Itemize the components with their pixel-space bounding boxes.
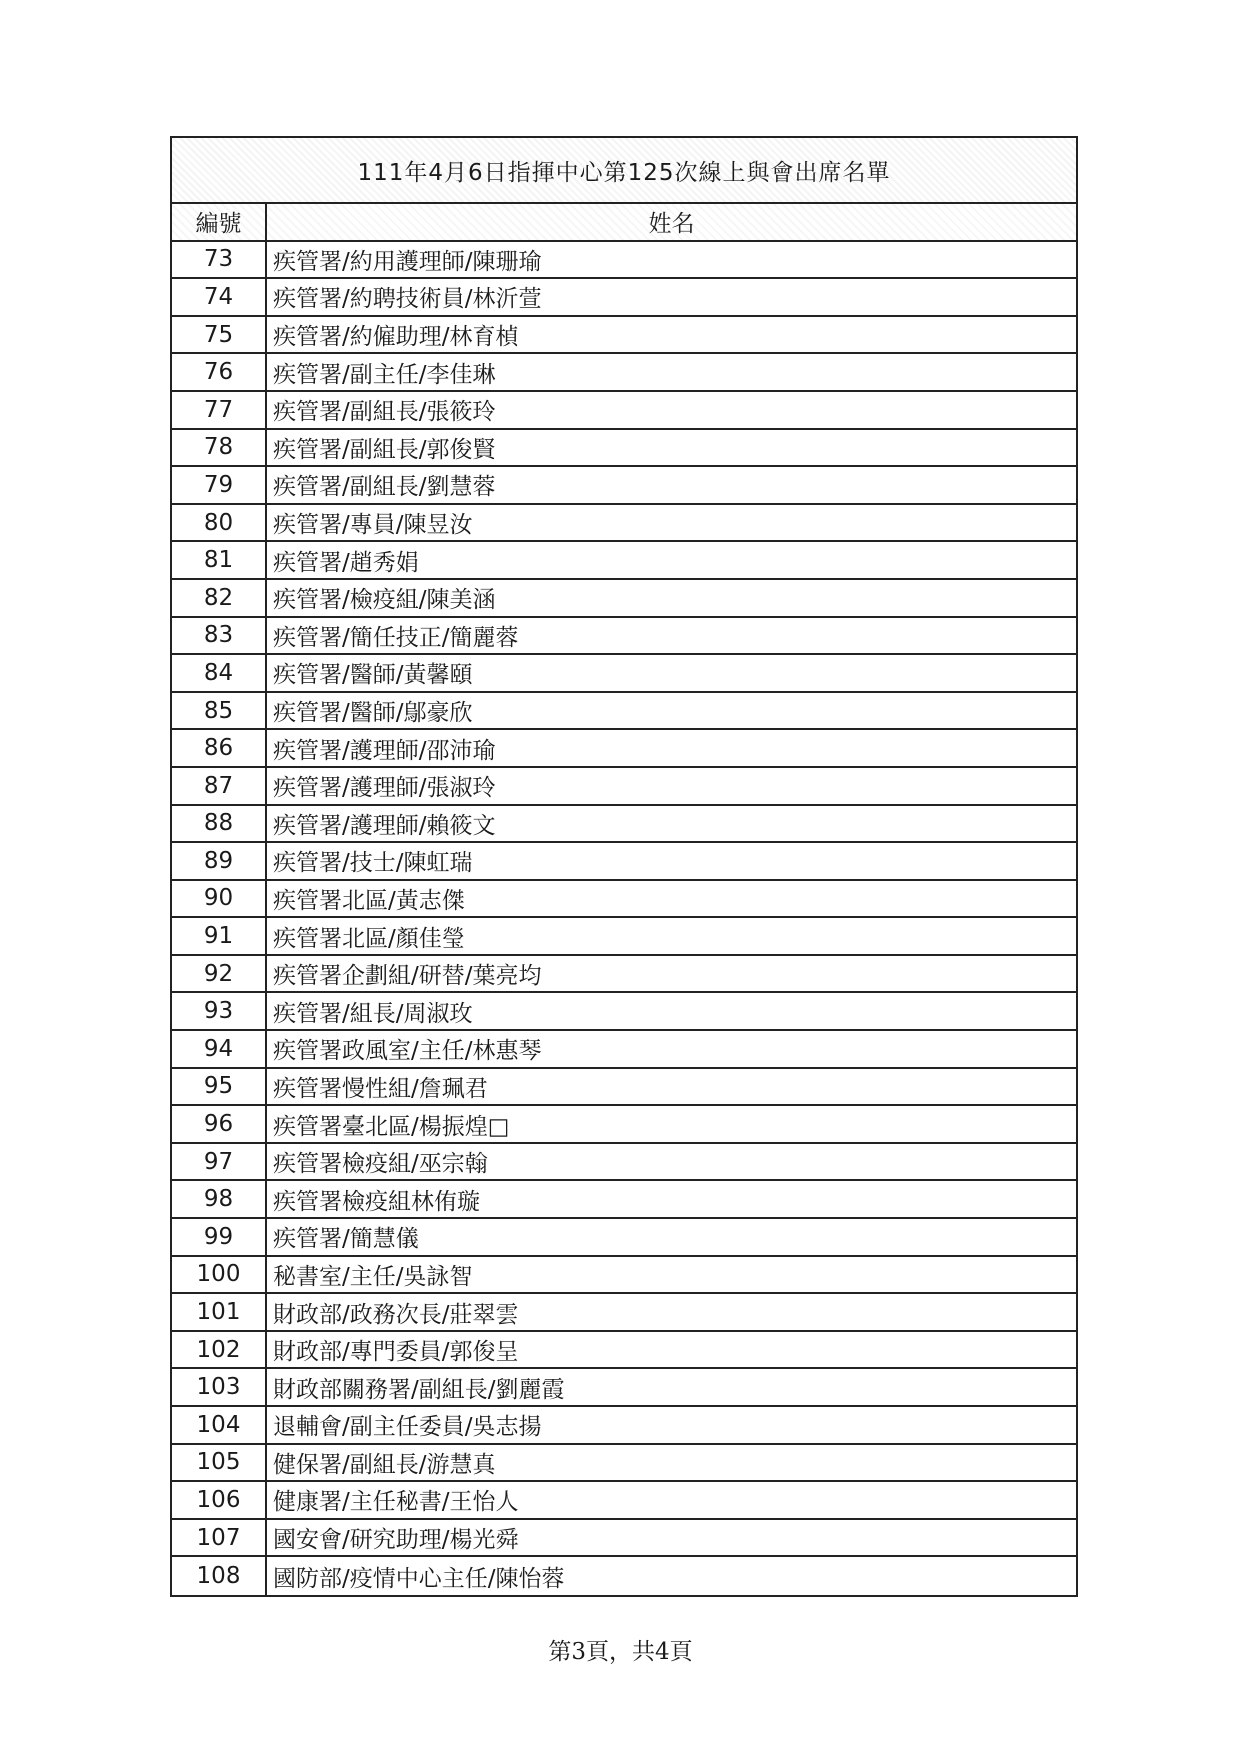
row-name: 疾管署企劃組/研替/葉亮均 [273, 963, 542, 990]
row-name: 疾管署/護理師/賴筱文 [273, 812, 496, 839]
table-row [172, 467, 1076, 505]
table-row [172, 993, 1076, 1031]
row-number: 100 [172, 1257, 267, 1293]
row-number: 83 [172, 618, 267, 654]
row-number: 102 [172, 1332, 267, 1368]
row-number: 84 [172, 655, 267, 691]
table-row [172, 354, 1076, 392]
table-row [172, 768, 1076, 806]
table-row [172, 956, 1076, 994]
table-row [172, 918, 1076, 956]
row-number: 78 [172, 430, 267, 466]
table-row [172, 693, 1076, 731]
row-name: 疾管署臺北區/楊振煌□ [273, 1113, 510, 1140]
row-name: 疾管署/簡任技正/簡麗蓉 [273, 624, 519, 651]
row-number: 94 [172, 1031, 267, 1067]
table-row [172, 1219, 1076, 1257]
row-number: 90 [172, 881, 267, 917]
table-title-row [172, 138, 1076, 204]
column-header-name: 姓名 [648, 211, 695, 238]
row-name: 疾管署/約聘技術員/林沂萱 [273, 286, 542, 313]
table-title: 111年4月6日指揮中心第125次線上與會出席名單 [357, 159, 891, 186]
row-name: 健保署/副組長/游慧真 [273, 1451, 496, 1478]
table-body [172, 242, 1076, 1595]
table-row [172, 430, 1076, 468]
row-number: 108 [172, 1557, 267, 1595]
table-row [172, 843, 1076, 881]
row-number: 82 [172, 580, 267, 616]
row-name: 疾管署/組長/周淑玫 [273, 1000, 473, 1027]
row-number: 73 [172, 242, 267, 278]
table-row [172, 505, 1076, 543]
row-number: 103 [172, 1369, 267, 1405]
row-name: 疾管署/副組長/劉慧蓉 [273, 474, 496, 501]
table-row [172, 279, 1076, 317]
row-number: 86 [172, 730, 267, 766]
table-header-row [172, 204, 1076, 242]
row-name: 疾管署/醫師/鄔豪欣 [273, 700, 473, 727]
table-row [172, 1181, 1076, 1219]
table-row [172, 806, 1076, 844]
row-name: 疾管署/副組長/張筱玲 [273, 399, 496, 426]
row-name: 國安會/研究助理/楊光舜 [273, 1527, 519, 1554]
table-row [172, 881, 1076, 919]
row-name: 疾管署/專員/陳昱汝 [273, 512, 473, 539]
row-name: 疾管署北區/顏佳瑩 [273, 925, 465, 952]
row-name: 財政部關務署/副組長/劉麗霞 [273, 1376, 565, 1403]
row-number: 95 [172, 1069, 267, 1105]
row-name: 疾管署慢性組/詹珮君 [273, 1075, 488, 1102]
table-row [172, 1294, 1076, 1332]
row-number: 107 [172, 1520, 267, 1556]
table-row [172, 242, 1076, 280]
table-row [172, 618, 1076, 656]
row-number: 91 [172, 918, 267, 954]
row-name: 疾管署/技士/陳虹瑞 [273, 850, 473, 877]
row-number: 104 [172, 1407, 267, 1443]
row-name: 疾管署政風室/主任/林惠琴 [273, 1038, 542, 1065]
table-row [172, 1257, 1076, 1295]
row-name: 疾管署/檢疫組/陳美涵 [273, 587, 496, 614]
table-row [172, 1069, 1076, 1107]
table-row [172, 1520, 1076, 1558]
row-name: 疾管署/約僱助理/林育楨 [273, 324, 519, 351]
row-number: 87 [172, 768, 267, 804]
table-row [172, 1445, 1076, 1483]
row-number: 88 [172, 806, 267, 842]
row-number: 96 [172, 1106, 267, 1142]
row-number: 75 [172, 317, 267, 353]
row-name: 退輔會/副主任委員/吳志揚 [273, 1414, 542, 1441]
row-name: 財政部/政務次長/莊翠雲 [273, 1301, 519, 1328]
table-row [172, 580, 1076, 618]
row-name: 疾管署檢疫組/巫宗翰 [273, 1151, 488, 1178]
row-number: 106 [172, 1482, 267, 1518]
row-name: 疾管署檢疫組林侑璇 [273, 1188, 480, 1215]
row-number: 79 [172, 467, 267, 503]
row-name: 健康署/主任秘書/王怡人 [273, 1489, 519, 1516]
row-name: 疾管署/簡慧儀 [273, 1226, 419, 1253]
column-header-number: 編號 [172, 204, 267, 240]
row-number: 89 [172, 843, 267, 879]
row-name: 疾管署/副組長/郭俊賢 [273, 436, 496, 463]
row-number: 101 [172, 1294, 267, 1330]
row-name: 疾管署/趙秀娟 [273, 549, 419, 576]
row-name: 疾管署/副主任/李佳琳 [273, 361, 496, 388]
table-row [172, 1369, 1076, 1407]
row-number: 81 [172, 542, 267, 578]
row-number: 76 [172, 354, 267, 390]
table-row [172, 1106, 1076, 1144]
row-number: 80 [172, 505, 267, 541]
row-number: 93 [172, 993, 267, 1029]
table-row [172, 1031, 1076, 1069]
table-row [172, 392, 1076, 430]
row-number: 92 [172, 956, 267, 992]
table-row [172, 317, 1076, 355]
row-name: 秘書室/主任/吳詠智 [273, 1263, 473, 1290]
row-number: 97 [172, 1144, 267, 1180]
attendance-table [170, 136, 1078, 1597]
row-number: 99 [172, 1219, 267, 1255]
row-name: 疾管署/醫師/黃馨頤 [273, 662, 473, 689]
row-name: 疾管署/約用護理師/陳珊瑜 [273, 248, 542, 275]
table-row [172, 1557, 1076, 1595]
table-row [172, 1407, 1076, 1445]
row-number: 85 [172, 693, 267, 729]
row-number: 74 [172, 279, 267, 315]
row-number: 77 [172, 392, 267, 428]
row-number: 105 [172, 1445, 267, 1481]
row-name: 疾管署/護理師/邵沛瑜 [273, 737, 496, 764]
table-row [172, 655, 1076, 693]
row-number: 98 [172, 1181, 267, 1217]
row-name: 國防部/疫情中心主任/陳怡蓉 [273, 1565, 565, 1592]
table-row [172, 1332, 1076, 1370]
row-name: 疾管署/護理師/張淑玲 [273, 775, 496, 802]
table-row [172, 1144, 1076, 1182]
page-footer: 第3頁，共4頁 [548, 1639, 693, 1665]
row-name: 財政部/專門委員/郭俊呈 [273, 1339, 519, 1366]
table-row [172, 1482, 1076, 1520]
table-row [172, 730, 1076, 768]
row-name: 疾管署北區/黃志傑 [273, 887, 465, 914]
table-row [172, 542, 1076, 580]
